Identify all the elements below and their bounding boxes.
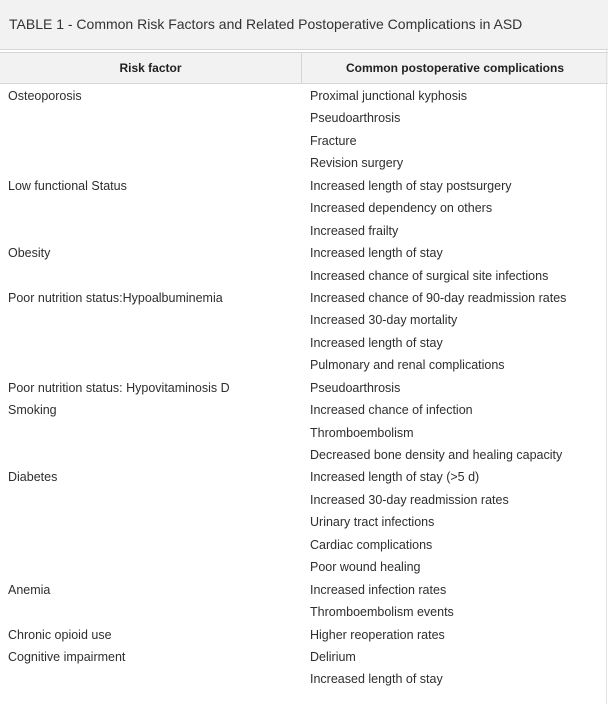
complication-cell: Pulmonary and renal complications: [310, 358, 505, 373]
complication-cell: Increased length of stay postsurgery: [310, 178, 512, 193]
table-row-continuation: [0, 220, 608, 242]
complication-cell: Poor wound healing: [310, 560, 421, 575]
risk-factor-cell: Poor nutrition status: Hypovitaminosis D: [8, 380, 230, 395]
header-risk-factor: Risk factor: [119, 61, 182, 75]
complication-cell: Increased length of stay: [310, 246, 443, 261]
table-row-continuation: [0, 444, 608, 466]
table-row-continuation: [0, 601, 608, 623]
complication-cell: Decreased bone density and healing capacity: [310, 448, 563, 462]
complication-cell: Urinary tract infections: [310, 515, 435, 530]
complication-cell: Revision surgery: [310, 156, 404, 171]
complication-cell: Increased 30-day readmission rates: [310, 492, 509, 507]
complication-cell: Thromboembolism: [310, 425, 414, 440]
table-row-continuation: [0, 152, 608, 174]
complication-cell: Fracture: [310, 133, 357, 148]
complication-cell: Higher reoperation rates: [310, 627, 445, 642]
table-row-continuation: [0, 534, 608, 556]
table-row: [0, 579, 608, 601]
complication-cell: Increased length of stay: [310, 672, 443, 687]
table-row-continuation: [0, 309, 608, 331]
table-row: [0, 399, 608, 421]
complication-cell: Thromboembolism events: [310, 605, 454, 620]
table-row: [0, 646, 608, 668]
complication-cell: Increased infection rates: [310, 582, 447, 597]
complication-cell: Increased length of stay: [310, 335, 443, 350]
table-header-row: [0, 52, 608, 84]
table-row: [0, 175, 608, 197]
risk-factor-cell: Poor nutrition status:Hypoalbuminemia: [8, 290, 223, 305]
risk-factor-cell: Obesity: [8, 246, 51, 261]
risk-factor-cell: Cognitive impairment: [8, 649, 126, 664]
table-row-continuation: [0, 556, 608, 578]
risk-factor-cell: Anemia: [8, 582, 51, 597]
table-row: [0, 85, 608, 107]
table-row-continuation: [0, 422, 608, 444]
complication-cell: Pseudoarthrosis: [310, 111, 401, 126]
risk-factor-cell: Diabetes: [8, 470, 58, 485]
table-row-continuation: [0, 511, 608, 533]
table-row: [0, 624, 608, 646]
table-row: [0, 377, 608, 399]
complication-cell: Increased dependency on others: [310, 201, 493, 216]
table-row-continuation: [0, 197, 608, 219]
table-body: [0, 85, 608, 691]
complication-cell: Proximal junctional kyphosis: [310, 89, 468, 103]
complication-cell: Delirium: [310, 649, 356, 664]
table-row-continuation: [0, 489, 608, 511]
table-title-bar: [0, 0, 608, 50]
table-row-continuation: [0, 332, 608, 354]
table-row: [0, 242, 608, 264]
table-row-continuation: [0, 130, 608, 152]
table-row-continuation: [0, 668, 608, 690]
risk-factor-cell: Chronic opioid use: [8, 627, 112, 642]
complication-cell: Increased chance of 90-day readmission rates: [310, 290, 567, 305]
table-title: TABLE 1 - Common Risk Factors and Related Postoperative Complications in ASD: [9, 16, 523, 32]
risk-factor-cell: Smoking: [8, 403, 57, 418]
complication-cell: Increased length of stay (>5 d): [310, 470, 480, 485]
table-row: [0, 287, 608, 309]
table-row: [0, 466, 608, 488]
complication-cell: Increased 30-day mortality: [310, 313, 458, 328]
table-row-continuation: [0, 265, 608, 287]
complication-cell: Pseudoarthrosis: [310, 380, 401, 395]
header-complications: Common postoperative complications: [301, 53, 608, 83]
table-row-continuation: [0, 107, 608, 129]
table-row-continuation: [0, 354, 608, 376]
complication-cell: Increased frailty: [310, 223, 399, 238]
complication-cell: Cardiac complications: [310, 537, 433, 552]
table-right-border: [606, 50, 607, 704]
complication-cell: Increased chance of surgical site infections: [310, 268, 549, 283]
risk-factor-cell: Osteoporosis: [8, 89, 82, 103]
complication-cell: Increased chance of infection: [310, 403, 473, 418]
risk-factor-cell: Low functional Status: [8, 178, 127, 193]
